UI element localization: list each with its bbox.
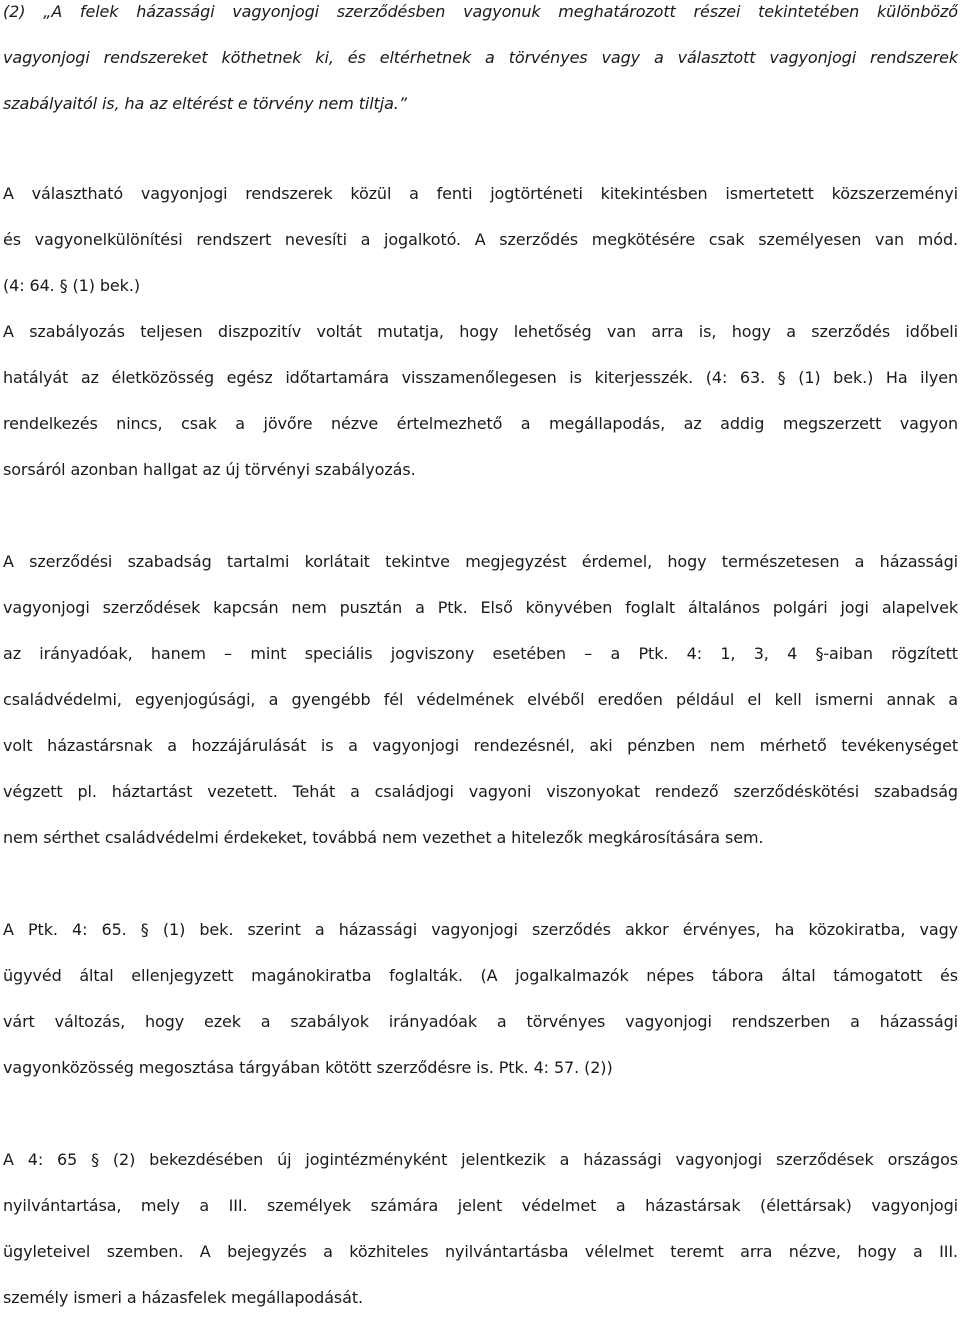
text-line: nem sérthet családvédelmi érdekeket, továbbá nem vezethet a hitelezők megkárosítására sem. bbox=[3, 828, 764, 847]
text-line: hatályát az életközösség egész időtartamára visszamenőlegesen is kiterjesszék. (4: 63. § (1) bek.) Ha ilyen bbox=[3, 368, 958, 387]
text-line: személy ismeri a házasfelek megállapodását. bbox=[3, 1288, 364, 1307]
paragraph-national-registry bbox=[3, 1137, 958, 1321]
text-line: A 4: 65 § (2) bekezdésében új jogintézményként jelentkezik a házassági vagyonjogi szerződések országos bbox=[3, 1150, 958, 1169]
text-line: nyilvántartása, mely a III. személyek számára jelent védelmet a házastársak (élettársak) vagyonjogi bbox=[3, 1196, 958, 1215]
text-line: családvédelmi, egyenjogúsági, a gyengébb fél védelmének elvéből eredően például el kell ismerni annak a bbox=[3, 690, 958, 709]
text-line: az irányadóak, hanem – mint speciális jogviszony esetében – a Ptk. 4: 1, 3, 4 §-aiban rögzített bbox=[3, 644, 958, 663]
text-line: vagyonjogi szerződések kapcsán nem pusztán a Ptk. Első könyvében foglalt általános polgári jogi alapelvek bbox=[3, 598, 958, 617]
text-line: és vagyonelkülönítési rendszert nevesíti a jogalkotó. A szerződés megkötésére csak személyesen van mód. bbox=[3, 230, 958, 249]
text-line: ügyvéd által ellenjegyzett magánokiratba foglalták. (A jogalkalmazók népes tábora által támogatott és bbox=[3, 966, 958, 985]
text-line: A szabályozás teljesen diszpozitív voltát mutatja, hogy lehetőség van arra is, hogy a szerződés időbeli bbox=[3, 322, 958, 341]
paragraph-contract-freedom bbox=[3, 539, 958, 861]
text-line: szabályaitól is, ha az eltérést e törvény nem tiltja.” bbox=[3, 94, 407, 113]
text-line: ügyleteivel szemben. A bejegyzés a közhiteles nyilvántartásba vélelmet teremt arra nézve, hogy a III. bbox=[3, 1242, 958, 1261]
text-line: sorsáról azonban hallgat az új törvényi szabályozás. bbox=[3, 460, 416, 479]
text-line: vagyonjogi rendszereket köthetnek ki, és eltérhetnek a törvényes vagy a választott vagyonjogi rendszerek bbox=[3, 48, 958, 67]
document-page bbox=[3, 0, 958, 1321]
text-line: (4: 64. § (1) bek.) bbox=[3, 276, 140, 295]
text-line: (2) „A felek házassági vagyonjogi szerződésben vagyonuk meghatározott részei tekintetében különböző bbox=[3, 2, 958, 21]
text-line: végzett pl. háztartást vezetett. Tehát a családjogi vagyoni viszonyokat rendező szerződéskötési szabadság bbox=[3, 782, 958, 801]
paragraph-form-requirements bbox=[3, 907, 958, 1091]
text-line: várt változás, hogy ezek a szabályok irányadóak a törvényes vagyonjogi rendszerben a házassági bbox=[3, 1012, 958, 1031]
quoted-paragraph bbox=[3, 0, 958, 127]
text-line: volt házastársnak a hozzájárulását is a vagyonjogi rendezésnél, aki pénzben nem mérhető tevékenységet bbox=[3, 736, 958, 755]
text-line: rendelkezés nincs, csak a jövőre nézve értelmezhető a megállapodás, az addig megszerzett vagyon bbox=[3, 414, 958, 433]
paragraph-property-regimes bbox=[3, 171, 958, 493]
text-line: A Ptk. 4: 65. § (1) bek. szerint a házassági vagyonjogi szerződés akkor érvényes, ha közokiratba, vagy bbox=[3, 920, 958, 939]
text-line: A választható vagyonjogi rendszerek közül a fenti jogtörténeti kitekintésben ismertetett közszerzeményi bbox=[3, 184, 958, 203]
text-line: A szerződési szabadság tartalmi korlátait tekintve megjegyzést érdemel, hogy természetesen a házassági bbox=[3, 552, 958, 571]
text-line: vagyonközösség megosztása tárgyában kötött szerződésre is. Ptk. 4: 57. (2)) bbox=[3, 1058, 613, 1077]
